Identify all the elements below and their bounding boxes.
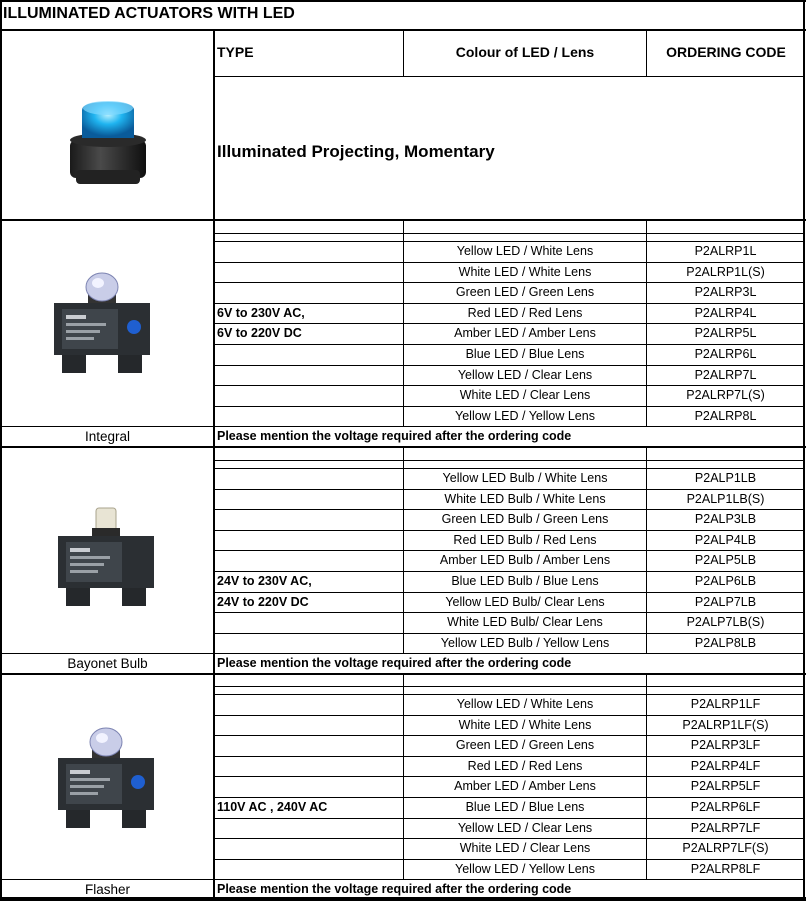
voltage-range-label: 6V to 230V AC, (217, 305, 305, 320)
voltage-note: Please mention the voltage required after the ordering code (217, 429, 572, 444)
flasher-device-image (44, 716, 168, 836)
ordering-code-cell: P2ALP8LB (694, 635, 757, 650)
ordering-code-cell: P2ALP7LB (694, 594, 757, 609)
table-row-line (214, 715, 804, 716)
ordering-code-cell: P2ALRP6L (694, 347, 757, 361)
colour-lens-cell: Green LED / Green Lens (455, 738, 595, 753)
colour-lens-cell: White LED / Clear Lens (459, 388, 591, 403)
table-row-line (214, 406, 804, 407)
voltage-range-label: 24V to 230V AC, (217, 574, 312, 588)
table-row-line (214, 797, 804, 798)
colour-lens-cell: Yellow LED Bulb/ Clear Lens (445, 594, 605, 609)
colour-lens-cell: Yellow LED / Clear Lens (457, 367, 593, 382)
table-row-line (214, 344, 804, 345)
colour-lens-cell: Blue LED Bulb / Blue Lens (451, 574, 599, 588)
ordering-code-cell: P2ALRP5LF (690, 779, 761, 794)
table-row-line (214, 612, 804, 613)
table-row-line (214, 818, 804, 819)
table-row-line (214, 323, 804, 324)
section-vline-type (213, 221, 215, 446)
header-divider (214, 76, 805, 77)
table-row-line (214, 489, 804, 490)
ordering-code-cell: P2ALP6LB (694, 574, 757, 588)
colour-lens-cell: White LED Bulb/ Clear Lens (447, 615, 603, 630)
voltage-range-label: 24V to 220V DC (217, 594, 309, 609)
ordering-code-cell: P2ALRP3LF (690, 738, 761, 753)
section-label: Flasher (84, 882, 130, 898)
colour-lens-cell: White LED / White Lens (458, 264, 592, 279)
header-vline-code (646, 29, 647, 77)
ordering-code-cell: P2ALP1LB (694, 471, 757, 485)
table-row-line (214, 633, 804, 634)
ordering-code-cell: P2ALRP7LF (690, 820, 761, 835)
colour-lens-cell: Red LED / Red Lens (467, 758, 583, 773)
integral-device-image (40, 261, 164, 381)
colour-lens-cell: Red LED Bulb / Red Lens (453, 532, 597, 547)
section-vline-type (213, 448, 215, 673)
table-row-line (214, 262, 804, 263)
table-row-line (214, 509, 804, 510)
ordering-code-cell: P2ALRP5L (694, 326, 757, 341)
table-row-line (214, 365, 804, 366)
note-row-top-line (0, 653, 804, 654)
product-name: Illuminated Projecting, Momentary (217, 142, 495, 161)
colour-lens-cell: Yellow LED Bulb / White Lens (442, 471, 608, 485)
section-empty-row-line (214, 686, 804, 687)
header-vline-colour (403, 29, 404, 77)
section-vline-type (213, 674, 215, 899)
table-row-line (214, 859, 804, 860)
ordering-code-cell: P2ALP3LB (694, 512, 757, 527)
table-row-line (214, 282, 804, 283)
ordering-code-cell: P2ALRP7LF(S) (682, 841, 769, 856)
ordering-code-cell: P2ALRP7L (694, 367, 757, 382)
colour-lens-cell: Amber LED / Amber Lens (454, 779, 596, 794)
colour-lens-cell: Yellow LED / Clear Lens (457, 820, 593, 835)
table-row-line (214, 838, 804, 839)
table-row-line (214, 468, 804, 469)
colour-lens-cell: Amber LED / Amber Lens (454, 326, 596, 341)
colour-lens-cell: Yellow LED / White Lens (456, 244, 594, 258)
ordering-code-cell: P2ALP7LB(S) (686, 615, 765, 630)
header-type: TYPE (217, 44, 254, 60)
table-row-line (214, 241, 804, 242)
voltage-range-label: 6V to 220V DC (217, 326, 302, 341)
colour-lens-cell: Amber LED Bulb / Amber Lens (439, 553, 611, 568)
colour-lens-cell: White LED / Clear Lens (459, 841, 591, 856)
voltage-note: Please mention the voltage required after the ordering code (217, 656, 572, 671)
ordering-code-cell: P2ALRP7L(S) (686, 388, 765, 403)
section-label: Bayonet Bulb (67, 656, 148, 672)
header-colour: Colour of LED / Lens (455, 44, 595, 60)
table-row-line (214, 694, 804, 695)
ordering-code-cell: P2ALRP6LF (690, 800, 761, 814)
table-row-line (214, 776, 804, 777)
frame-top (0, 0, 806, 2)
ordering-code-cell: P2ALP1LB(S) (686, 491, 765, 506)
ordering-code-cell: P2ALRP3L (694, 285, 757, 300)
ordering-code-cell: P2ALRP1L(S) (686, 264, 765, 279)
colour-lens-cell: Blue LED / Blue Lens (465, 800, 585, 814)
colour-lens-cell: White LED Bulb / White Lens (444, 491, 606, 506)
ordering-code-cell: P2ALRP1L (694, 244, 757, 258)
ordering-code-cell: P2ALRP8LF (690, 861, 761, 876)
table-row-line (214, 592, 804, 593)
table-row-line (214, 530, 804, 531)
ordering-code-cell: P2ALRP1LF (690, 697, 761, 711)
note-row-top-line (0, 879, 804, 880)
colour-lens-cell: Yellow LED Bulb / Yellow Lens (440, 635, 610, 650)
ordering-code-cell: P2ALRP8L (694, 408, 757, 423)
voltage-note: Please mention the voltage required after the ordering code (217, 882, 572, 897)
ordering-code-cell: P2ALP5LB (694, 553, 757, 568)
table-row-line (214, 550, 804, 551)
table-row-line (214, 303, 804, 304)
header-code: ORDERING CODE (666, 44, 786, 60)
colour-lens-cell: Red LED / Red Lens (467, 305, 583, 320)
ordering-code-cell: P2ALRP1LF(S) (682, 717, 769, 732)
frame-left (0, 0, 2, 900)
section-label: Integral (84, 429, 131, 445)
colour-lens-cell: Yellow LED / Yellow Lens (455, 408, 595, 423)
table-row-line (214, 735, 804, 736)
ordering-code-cell: P2ALRP4LF (690, 758, 761, 773)
colour-lens-cell: Green LED Bulb / Green Lens (441, 512, 609, 527)
table-row-line (214, 571, 804, 572)
colour-lens-cell: Yellow LED / Yellow Lens (455, 861, 595, 876)
sheet-title: ILLUMINATED ACTUATORS WITH LED (3, 5, 295, 22)
colour-lens-cell: Yellow LED / White Lens (456, 697, 594, 711)
colour-lens-cell: White LED / White Lens (458, 717, 592, 732)
colour-lens-cell: Green LED / Green Lens (455, 285, 595, 300)
table-row-line (214, 756, 804, 757)
ordering-code-cell: P2ALP4LB (694, 532, 757, 547)
projecting-button-image (52, 94, 164, 190)
section-empty-row-line (214, 233, 804, 234)
table-row-line (214, 385, 804, 386)
header-vline-img (213, 29, 215, 220)
ordering-code-cell: P2ALRP4L (694, 305, 757, 320)
bayonet-bulb-device-image (44, 494, 168, 614)
note-row-top-line (0, 426, 804, 427)
colour-lens-cell: Blue LED / Blue Lens (465, 347, 585, 361)
section-empty-row-line (214, 460, 804, 461)
voltage-range-label: 110V AC , 240V AC (217, 800, 328, 814)
